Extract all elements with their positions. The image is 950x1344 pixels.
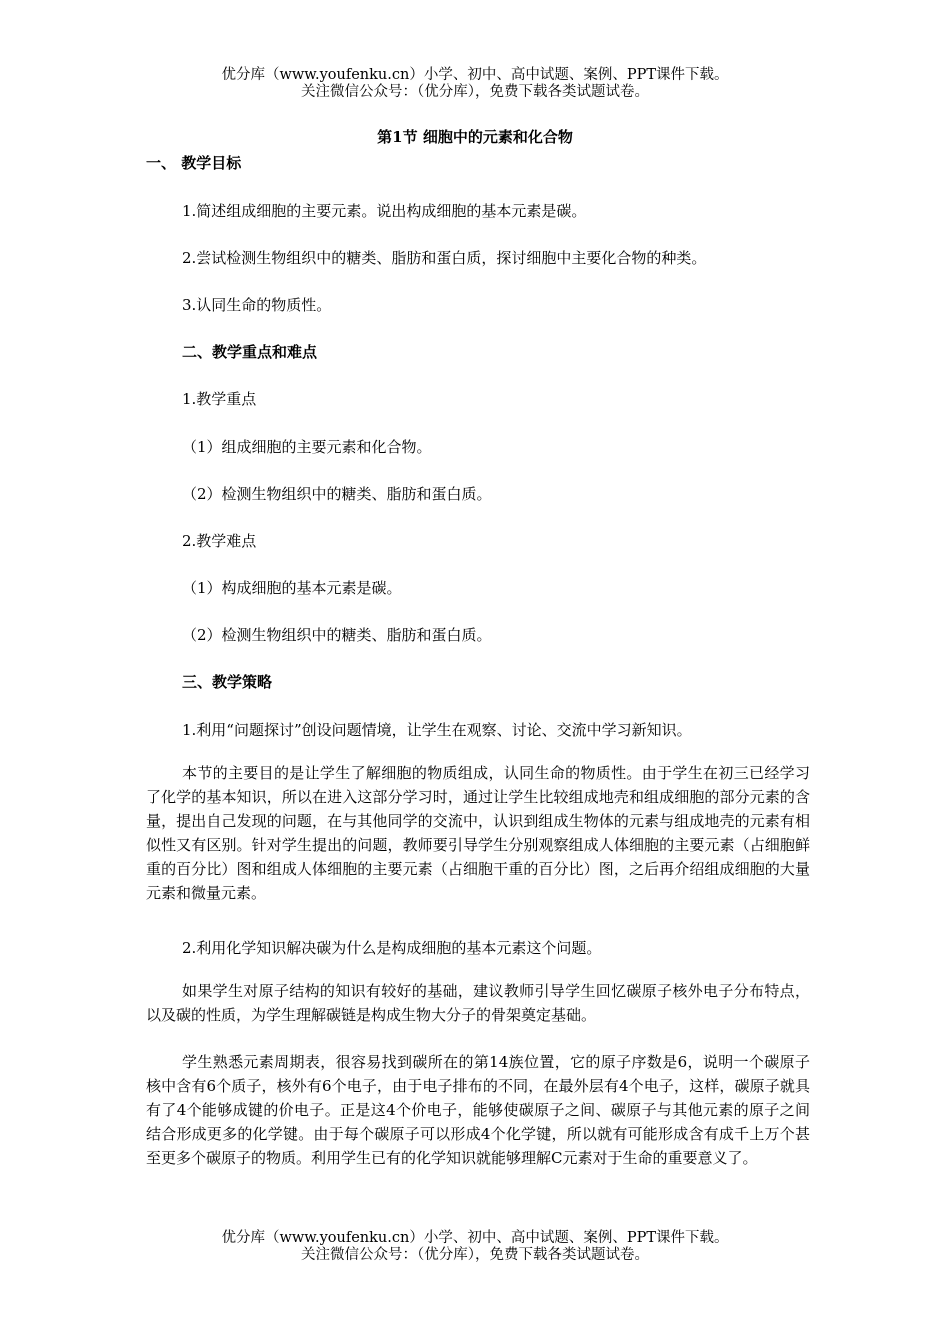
- difficulty-item-1: （1）构成细胞的基本元素是碳。: [182, 579, 402, 597]
- strategy-2-paragraph-2: 学生熟悉元素周期表，很容易找到碳所在的第14族位置，它的原子序数是6，说明一个碳原子核中含有6个质子，核外有6个电子，由于电子排布的不同，在最外层有4个电子，这样，碳原子就具有了4个能够成键的价电子。正是这4个价电子，能够使碳原子之间、碳原子与其他元素的原子之间结合形成更多的化学键。由于每个碳原子可以形成4个化学键，所以就有可能形成含有成千上万个甚至更多个碳原子的物质。利用学生已有的化学知识就能够理解C元素对于生命的重要意义了。: [146, 1053, 810, 1167]
- objective-item-2: 2.尝试检测生物组织中的糖类、脂肪和蛋白质，探讨细胞中主要化合物的种类。: [182, 249, 707, 267]
- page-header: [0, 67, 950, 101]
- page-footer: [0, 1230, 950, 1264]
- key-point-item-1: （1）组成细胞的主要元素和化合物。: [182, 438, 432, 456]
- objective-item-1: 1.简述组成细胞的主要元素。说出构成细胞的基本元素是碳。: [182, 202, 587, 220]
- footer-line-2: 关注微信公众号：（优分库），免费下载各类试题试卷。: [301, 1247, 649, 1263]
- header-line-2: 关注微信公众号：（优分库），免费下载各类试题试卷。: [301, 84, 649, 100]
- difficulty-item-2: （2）检测生物组织中的糖类、脂肪和蛋白质。: [182, 626, 492, 644]
- objective-item-3: 3.认同生命的物质性。: [182, 296, 332, 314]
- key-points-label: 1.教学重点: [182, 390, 257, 408]
- strategy-1-label: 1.利用“问题探讨”创设问题情境，让学生在观察、讨论、交流中学习新知识。: [182, 721, 692, 739]
- footer-line-1: 优分库（www.youfenku.cn）小学、初中、高中试题、案例、PPT课件下载。: [221, 1230, 729, 1246]
- section-2-heading: 二、教学重点和难点: [182, 343, 318, 361]
- section-3-heading: 三、教学策略: [182, 673, 273, 691]
- strategy-2-paragraph-1: 如果学生对原子结构的知识有较好的基础，建议教师引导学生回忆碳原子核外电子分布特点，以及碳的性质，为学生理解碳链是构成生物大分子的骨架奠定基础。: [146, 982, 810, 1024]
- header-line-1: 优分库（www.youfenku.cn）小学、初中、高中试题、案例、PPT课件下载。: [221, 67, 729, 83]
- strategy-2-label: 2.利用化学知识解决碳为什么是构成细胞的基本元素这个问题。: [182, 939, 602, 957]
- section-1-heading: 一、 教学目标: [146, 154, 242, 172]
- key-point-item-2: （2）检测生物组织中的糖类、脂肪和蛋白质。: [182, 485, 492, 503]
- document-title: 第1节 细胞中的元素和化合物: [377, 128, 573, 146]
- difficulties-label: 2.教学难点: [182, 532, 257, 550]
- strategy-1-paragraph: 本节的主要目的是让学生了解细胞的物质组成，认同生命的物质性。由于学生在初三已经学习了化学的基本知识，所以在进入这部分学习时，通过让学生比较组成地壳和组成细胞的部分元素的含量，提出自己发现的问题，在与其他同学的交流中，认识到组成生物体的元素与组成地壳的元素有相似性又有区别。针对学生提出的问题，教师要引导学生分别观察组成人体细胞的主要元素（占细胞鲜重的百分比）图和组成人体细胞的主要元素（占细胞干重的百分比）图，之后再介绍组成细胞的大量元素和微量元素。: [146, 764, 810, 902]
